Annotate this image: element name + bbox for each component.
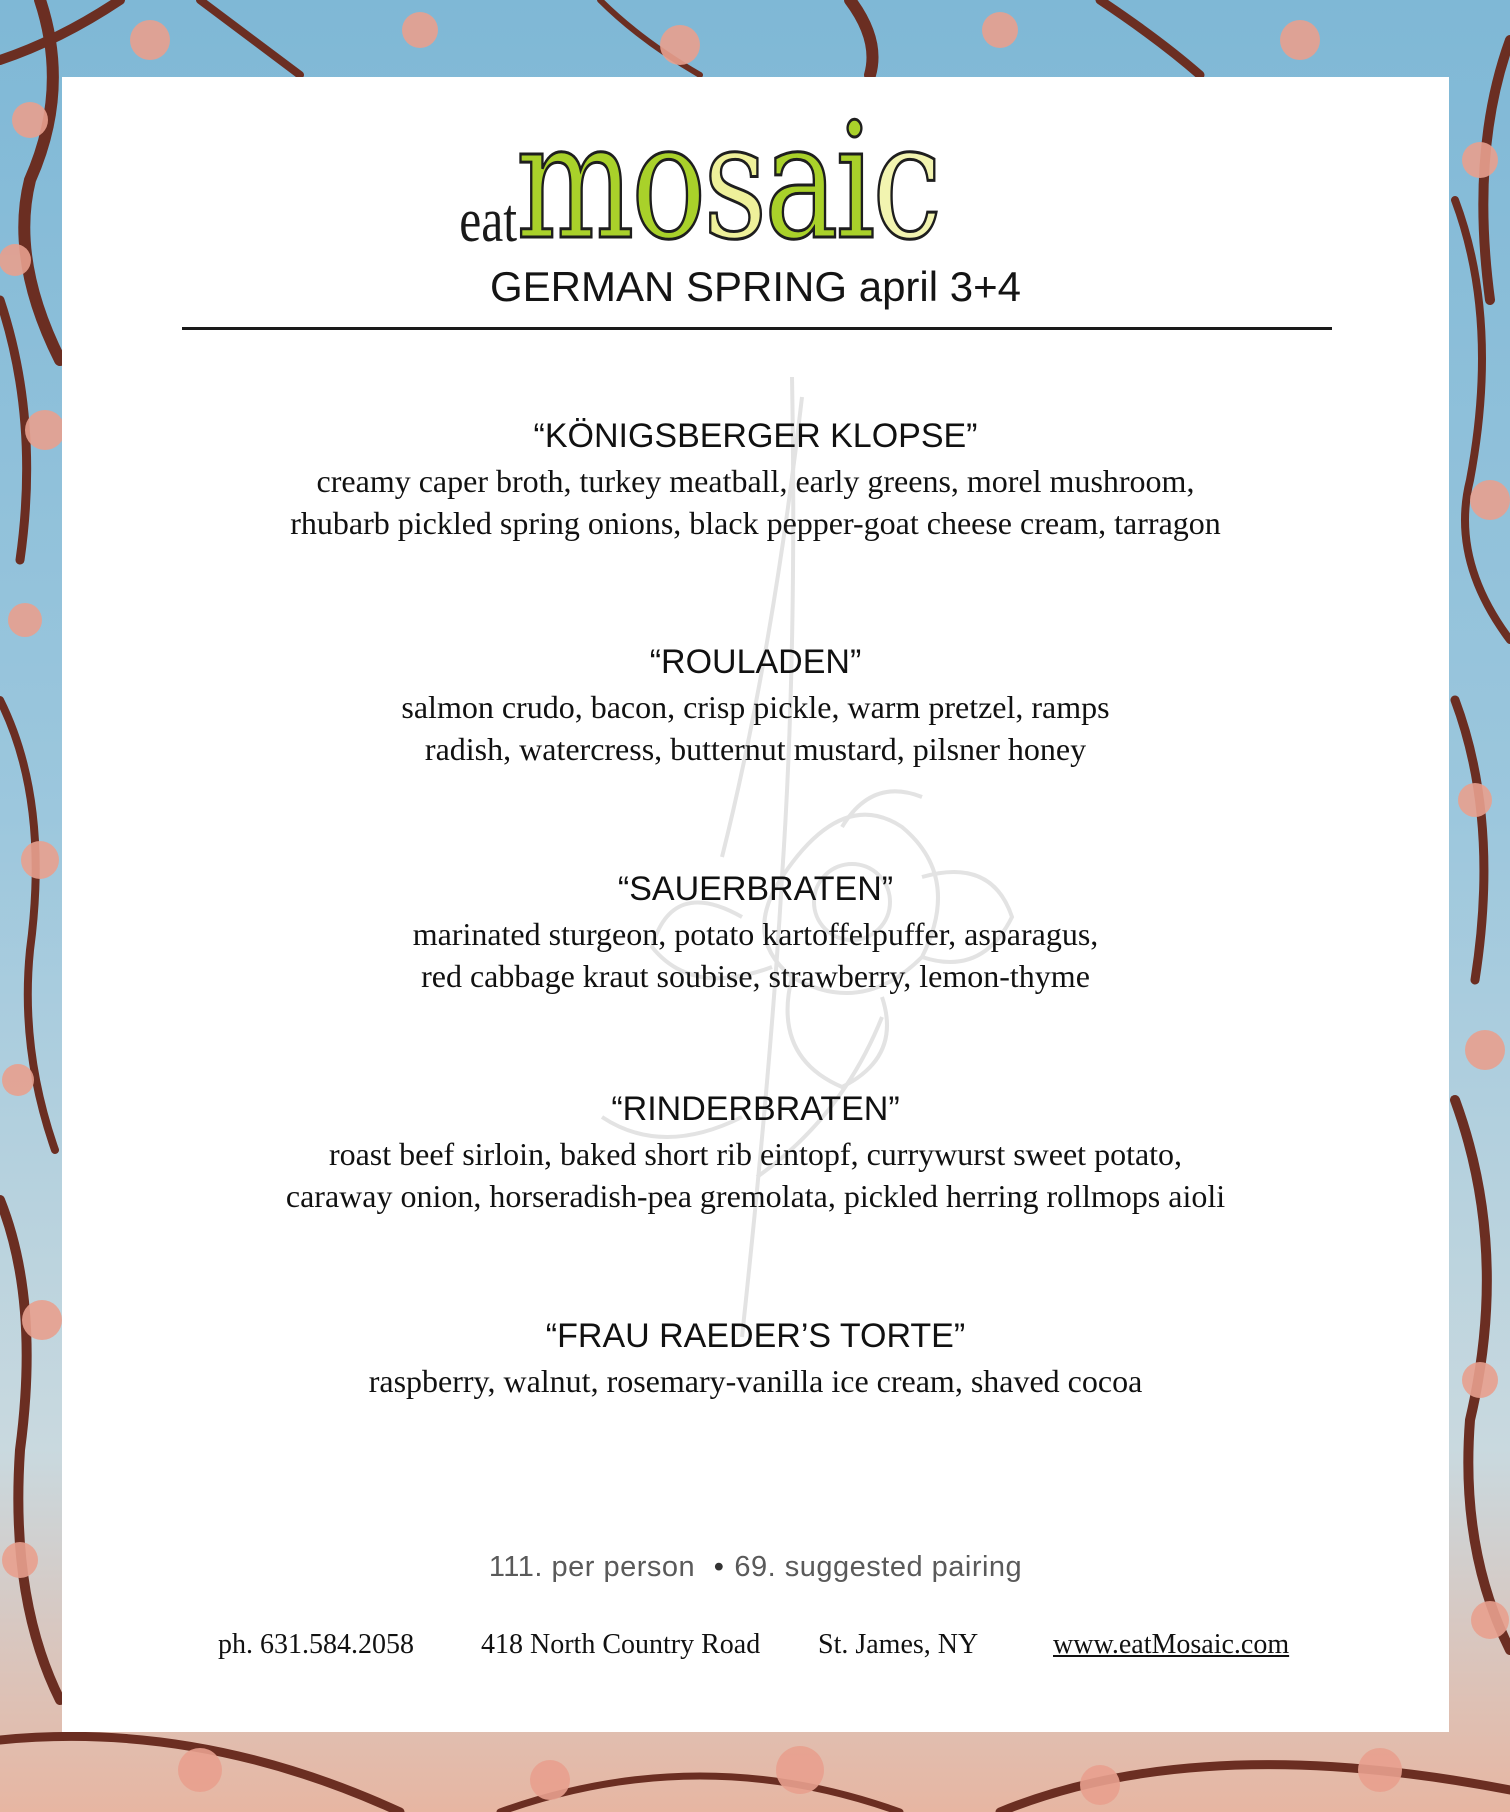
course-name: “RINDERBRATEN” [611, 1090, 900, 1128]
course-desc-line: roast beef sirloin, baked short rib eintopf, currywurst sweet potato, [328, 1136, 1183, 1172]
logo-letter: a [764, 88, 836, 275]
course-desc-line: red cabbage kraut soubise, strawberry, lemon-thyme [421, 958, 1090, 994]
course-item [62, 867, 1449, 997]
pricing-line [62, 1551, 1449, 1584]
address: 418 North Country Road [481, 1629, 761, 1660]
logo-letter: o [631, 88, 704, 275]
course-item [62, 414, 1449, 544]
logo-letter: i [835, 88, 873, 275]
course-name: “ROULADEN” [649, 643, 862, 681]
logo-wordmark [516, 88, 940, 275]
logo-letter: m [516, 88, 632, 275]
website-link[interactable]: www.eatMosaic.com [1053, 1629, 1290, 1660]
website-link-wrapper [1053, 1629, 1289, 1669]
course-desc-line: marinated sturgeon, potato kartoffelpuffer, asparagus, [412, 916, 1099, 952]
bullet-separator: • [713, 1551, 725, 1583]
logo-letter: s [703, 88, 765, 275]
course-item [62, 1087, 1449, 1217]
course-desc-line: salmon crudo, bacon, crisp pickle, warm pretzel, ramps [401, 689, 1110, 725]
city-state: St. James, NY [818, 1629, 979, 1660]
course-item [62, 1314, 1449, 1402]
phone-number: ph. 631.584.2058 [218, 1629, 414, 1660]
course-name: “KÖNIGSBERGER KLOPSE” [533, 417, 978, 455]
course-desc-line: creamy caper broth, turkey meatball, early greens, morel mushroom, [316, 463, 1195, 499]
header-divider [182, 327, 1332, 330]
course-name: “SAUERBRATEN” [617, 870, 894, 908]
logo-letter: c [872, 88, 940, 275]
menu-card [62, 77, 1449, 1732]
course-name: “FRAU RAEDER’S TORTE” [545, 1317, 966, 1355]
price-per-person: 111. per person [488, 1551, 696, 1583]
course-item [62, 640, 1449, 770]
logo-eat-text: eat [459, 187, 518, 255]
logo [62, 88, 1449, 287]
course-desc-line: raspberry, walnut, rosemary-vanilla ice cream, shaved cocoa [368, 1363, 1143, 1399]
course-desc-line: rhubarb pickled spring onions, black pepper-goat cheese cream, tarragon [290, 505, 1221, 541]
pairing-price: 69. suggested pairing [734, 1551, 1023, 1583]
event-title: GERMAN SPRING april 3+4 [490, 263, 1021, 310]
course-desc-line: caraway onion, horseradish-pea gremolata, pickled herring rollmops aioli [285, 1178, 1226, 1214]
course-desc-line: radish, watercress, butternut mustard, pilsner honey [424, 731, 1087, 767]
